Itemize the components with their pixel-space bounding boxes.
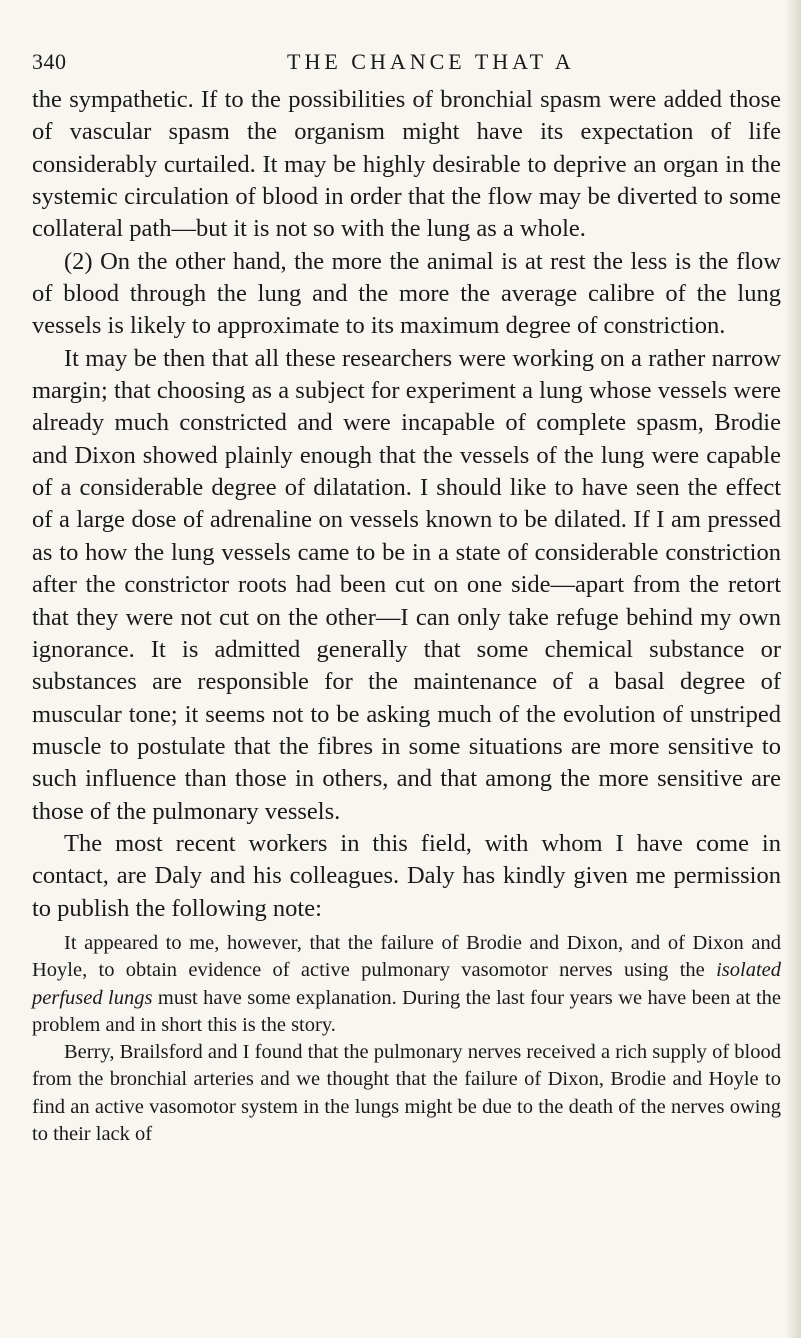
paragraph-continued: the sympathetic. If to the possibilities of bronchial spasm were added those of vascular spasm the organism might have its expectation of life considerably curtailed. It may be highly desirable to deprive an organ in the systemic circulation of blood in order that the flow may be diverted to some collateral path—but it is not so with the lung as a whole. xyxy=(32,86,781,243)
paragraph-researchers: It may be then that all these researchers were working on a rather narrow margin; that choosing as a subject for experiment a lung whose vessels were already much constricted and were incapable of complete spasm, Brodie and Dixon showed plainly enough that the vessels of the lung were capable of a considerable degree of dilatation. I should like to have seen the effect of a large dose of adrenaline on vessels known to be dilated. If I am pressed as to how the lung vessels came to be in a state of considerable constriction after the constrictor roots had been cut on one side—apart from the retort that they were not cut on the other—I can only take refuge behind my own ignorance. It is admitted generally that some chemical substance or substances are responsible for the maintenance of a basal degree of muscular tone; it seems not to be asking much of the evolution of unstriped muscle to postulate that the fibres in some situations are more sensitive to such influence than those in others, and that among the more sensitive are those of the pulmonary vessels. xyxy=(32,344,781,825)
main-text xyxy=(32,84,781,925)
page-edge-shadow xyxy=(785,0,801,1338)
quote-text-start: It appeared to me, however, that the failure of Brodie and Dixon, and of Dixon and Hoyle, to obtain evidence of active pulmonary vasomotor nerves using the xyxy=(32,931,781,982)
running-title: THE CHANCE THAT A xyxy=(287,49,575,74)
running-head xyxy=(32,48,781,84)
quote-paragraph-1 xyxy=(32,930,781,1039)
quote-text-end: must have some explanation. During the last four years we have been at the problem and in short this is the story. xyxy=(32,986,782,1036)
paragraph-daly: The most recent workers in this field, with whom I have come in contact, are Daly and his colleagues. Daly has kindly given me permission to publish the following note: xyxy=(32,829,781,922)
paragraph-point-2: (2) On the other hand, the more the animal is at rest the less is the flow of blood through the lung and the more the average calibre of the lung vessels is likely to approximate to its maximum degree of constriction. xyxy=(32,247,781,340)
quoted-note xyxy=(32,930,781,1148)
quote-italic-phrase: isolated perfused lungs xyxy=(32,959,781,1009)
quote-paragraph-2: Berry, Brailsford and I found that the pulmonary nerves received a rich supply of blood from the bronchial arteries and we thought that the failure of Dixon, Brodie and Hoyle to find an active vasomotor system in the lungs might be due to the death of the nerves owing to their lack of xyxy=(32,1041,781,1146)
page-number: 340 xyxy=(32,49,67,74)
